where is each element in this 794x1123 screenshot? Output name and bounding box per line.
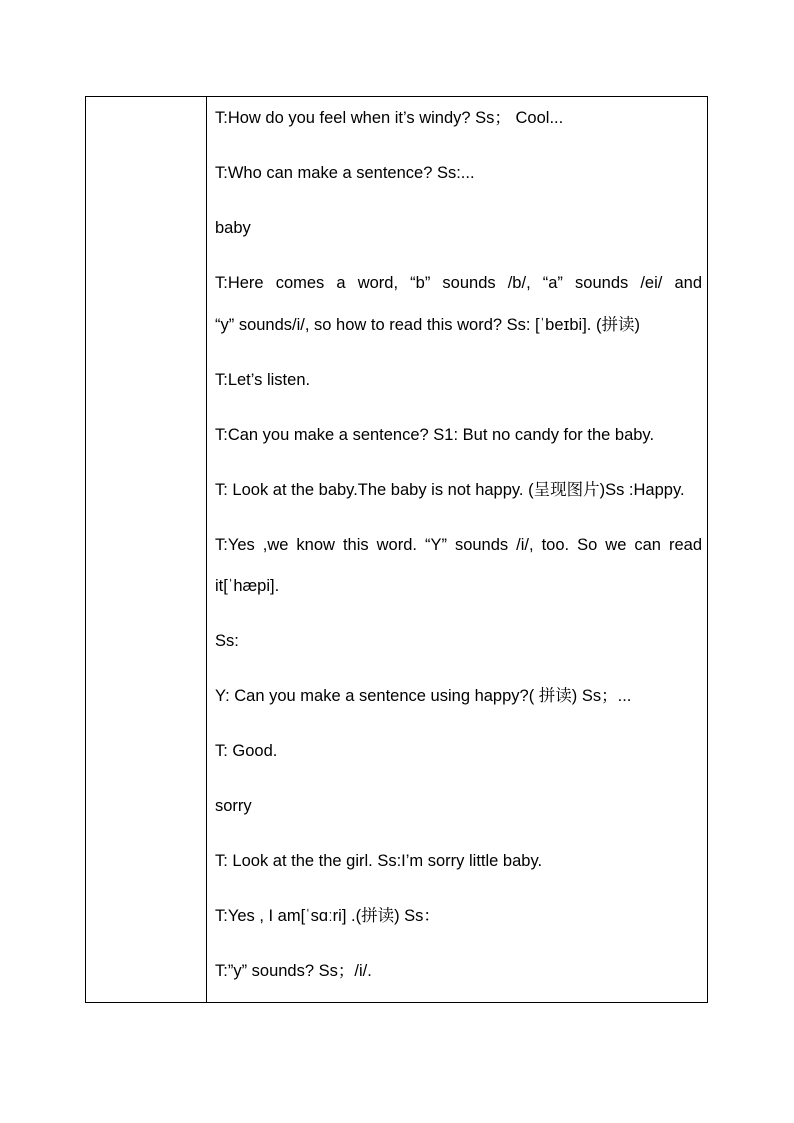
text-line: T:Who can make a sentence? Ss:... [215,164,475,182]
text-line: sorry [215,797,252,815]
table-left-cell [86,97,207,1002]
text-line: Y: Can you make a sentence using happy?( 拼读) Ss；... [215,687,632,705]
text-line: baby [215,219,251,237]
text-line: T:How do you feel when it’s windy? Ss； Cool... [215,109,564,127]
text-line: it[ˈhæpi]. [215,577,280,595]
text-line: “y” sounds/i/, so how to read this word? Ss: [ˈbeɪbi]. (拼读) [215,316,640,334]
table-right-cell [207,97,707,1002]
text-line: T:Here comes a word, “b” sounds /b/, “a” sounds /ei/ and [215,274,702,292]
text-line: T:Can you make a sentence? S1: But no candy for the baby. [215,426,655,444]
text-line: T:Yes ,we know this word. “Y” sounds /i/, too. So we can read [215,536,702,554]
text-line: T: Look at the the girl. Ss:I’m sorry little baby. [215,852,543,870]
lesson-table [85,96,708,1003]
text-line: T:Yes , I am[ˈsɑːri] .(拼读) Ss： [215,907,440,925]
text-line: T:Let’s listen. [215,371,311,389]
text-line: T: Look at the baby.The baby is not happy. (呈现图片)Ss :Happy. [215,481,685,499]
text-line: Ss: [215,632,239,650]
text-line: T:”y” sounds? Ss；/i/. [215,962,372,980]
text-line: T: Good. [215,742,278,760]
